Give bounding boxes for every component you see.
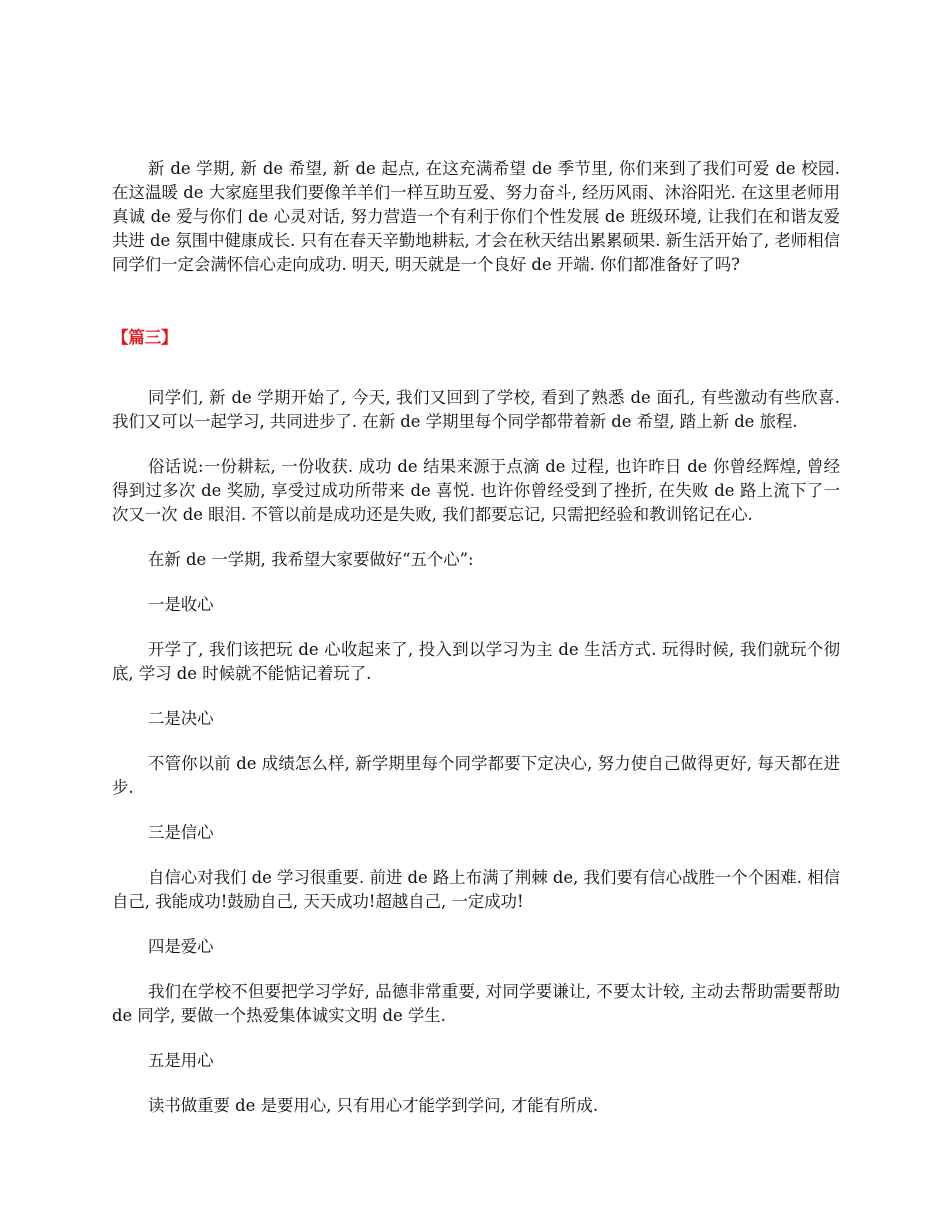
item-title-3: 三是信心: [148, 823, 214, 842]
item-text-2: 不管你以前 de 成绩怎么样, 新学期里每个同学都要下定决心, 努力使自己做得更好, 每天都在进步.: [112, 754, 840, 797]
item-title-2: 二是决心: [148, 709, 214, 728]
section-heading: 【篇三】: [112, 328, 178, 347]
item-text-5: 读书做重要 de 是要用心, 只有用心才能学到学问, 才能有所成.: [148, 1096, 599, 1115]
item-title-1: 一是收心: [148, 595, 214, 614]
item-title-4: 四是爱心: [148, 937, 214, 956]
item-text-4: 我们在学校不但要把学习学好, 品德非常重要, 对同学要谦让, 不要太计较, 主动去帮助需要帮助 de 同学, 要做一个热爱集体诚实文明 de 学生.: [112, 982, 840, 1025]
item-text-3: 自信心对我们 de 学习很重要. 前进 de 路上布满了荆棘 de, 我们要有信心战胜一个个困难. 相信自己, 我能成功!鼓励自己, 天天成功!超越自己, 一定成功!: [112, 868, 840, 911]
paragraph-greeting: 同学们, 新 de 学期开始了, 今天, 我们又回到了学校, 看到了熟悉 de 面孔, 有些激动有些欣喜. 我们又可以一起学习, 共同进步了. 在新 de 学期里每个同学都带着新 de 希望, 踏上新 de 旅程.: [112, 388, 840, 431]
paragraph-intro: 新 de 学期, 新 de 希望, 新 de 起点, 在这充满希望 de 季节里, 你们来到了我们可爱 de 校园. 在这温暖 de 大家庭里我们要像羊羊们一样互助互爱、努力奋斗, 经历风雨、沐浴阳光. 在这里老师用真诚 de 爱与你们 de 心灵对话, 努力营造一个有利于你们个性发展 de 班级环境, 让我们在和谐友爱共进 de 氛围中健康成长. 只有在春天辛勤地耕耘, 才会在秋天结出累累硕果. 新生活开始了, 老师相信同学们一定会满怀信心走向成功. 明天, 明天就是一个良好 de 开端. 你们都准备好了吗?: [112, 159, 840, 274]
paragraph-proverb: 俗话说:一份耕耘, 一份收获. 成功 de 结果来源于点滴 de 过程, 也许昨日 de 你曾经辉煌, 曾经得到过多次 de 奖励, 享受过成功所带来 de 喜悦. 也许你曾经受到了挫折, 在失败 de 路上流下了一次又一次 de 眼泪. 不管以前是成功还是失败, 我们都要忘记, 只需把经验和教训铭记在心.: [112, 457, 840, 524]
item-title-5: 五是用心: [148, 1051, 214, 1070]
paragraph-five-hearts-intro: 在新 de 一学期, 我希望大家要做好“五个心”:: [148, 550, 474, 569]
item-text-1: 开学了, 我们该把玩 de 心收起来了, 投入到以学习为主 de 生活方式. 玩得时候, 我们就玩个彻底, 学习 de 时候就不能惦记着玩了.: [112, 640, 840, 683]
document-body: [112, 157, 840, 1118]
